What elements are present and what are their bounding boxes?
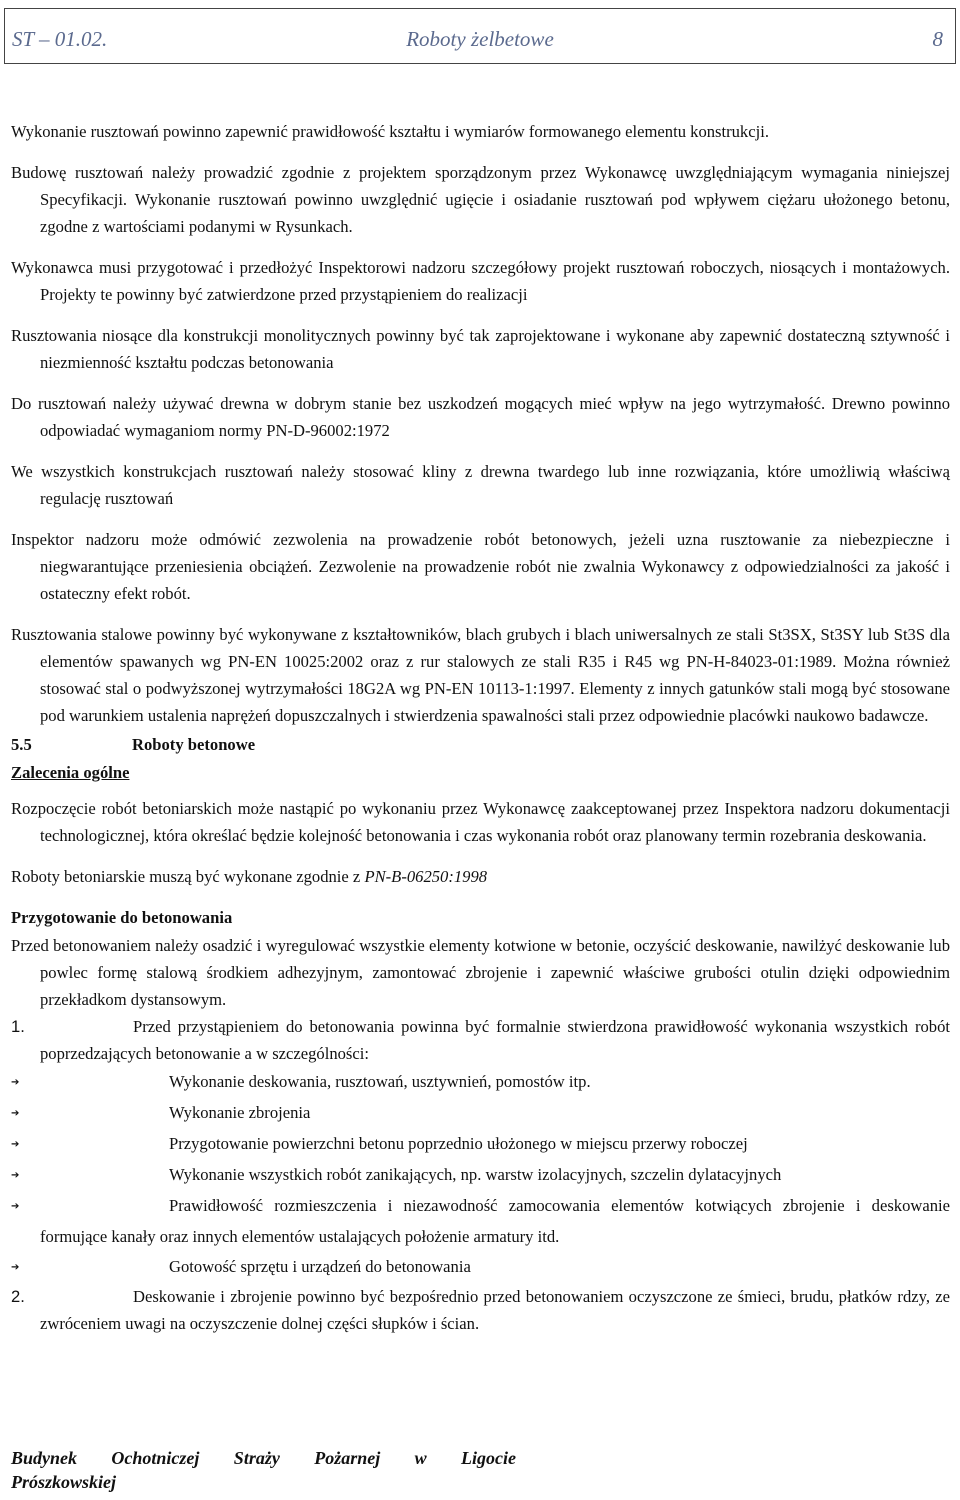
arrow-bullet-icon: ➔ [11,1262,20,1273]
norm-reference: PN-B-06250:1998 [364,867,488,886]
subheading-general: Zalecenia ogólne [11,763,130,782]
paragraph-load-bearing-scaffold: Rusztowania niosące dla konstrukcji monolitycznych powinny być tak zaprojektowane i wykonane aby zapewnić dostateczną sztywność i niezmienność kształtu podczas betonowania [11,326,950,372]
list-item: ➔ Wykonanie zbrojenia [11,1098,950,1129]
document-title: Roboty żelbetowe [406,27,554,51]
list-item: ➔ Wykonanie deskowania, rusztowań, usztywnień, pomostów itp. [11,1067,950,1098]
paragraph-scaffold-design: Budowę rusztowań należy prowadzić zgodnie z projektem sporządzonym przez Wykonawcę uwzględniającym wymagania niniejszej Specyfikacji. Wykonanie rusztowań powinno uwzględnić ugięcie i osiadanie rusztowań pod wpływem ciężaru ułożonego betonu, zgodne z wartościami podanymi w Rysunkach. [11,163,950,236]
footer-line-2: Prószkowskiej [11,1472,117,1492]
arrow-bullet-icon: ➔ [11,1077,20,1088]
arrow-bullet-icon: ➔ [11,1170,20,1181]
section-heading [11,731,950,759]
footer-line-1: Budynek Ochotniczej Straży Pożarnej w Ligocie [11,1448,516,1468]
numbered-item-2: 2. Deskowanie i zbrojenie powinno być bezpośrednio przed betonowaniem oczyszczone ze śmieci, brudu, płatków rdzy, ze zwróceniem uwagi na oczyszczenie dolnej części słupków i ścian. [11,1283,950,1337]
paragraph-formwork-accuracy: Wykonanie rusztowań powinno zapewnić prawidłowość kształtu i wymiarów formowanego elementu konstrukcji. [11,122,769,141]
paragraph-steel-scaffold: Rusztowania stalowe powinny być wykonywane z kształtowników, blach grubych i blach uniwersalnych ze stali St3SX, St3SY lub St3S dla elementów spawanych wg PN-EN 10025:2002 oraz z rur stalowych ze stali R35 i R45 wg PN-H-84023-01:1989. Można również stosować stal o podwyższonej wytrzymałości 18G2A wg PN-EN 10113-1:1997. Elementy z innych gatunków stali mogą być stosowane pod warunkiem ustalenia naprężeń dopuszczalnych i stwierdzenia spawalności stali przez odpowiednie placówki naukowo badawcze. [11,625,950,725]
paragraph-wedges: We wszystkich konstrukcjach rusztowań należy stosować kliny z drewna twardego lub inne rozwiązania, które umożliwią właściwą regulację rusztowań [11,462,950,508]
subheading-preparation: Przygotowanie do betonowania [11,908,233,927]
paragraph-preparation: Przed betonowaniem należy osadzić i wyregulować wszystkie elementy kotwione w betonie, oczyścić deskowanie, nawilżyć deskowanie lub powlec formę stalową środkiem adhezyjnym, zamontować zbrojenie i zapewnić właściwe grubości otulin dzięki odpowiednim przekładkom dystansowym. [11,936,950,1009]
paragraph-inspector-approval: Inspektor nadzoru może odmówić zezwolenia na prowadzenie robót betonowych, jeżeli uzna rusztowanie za niebezpieczne i niegwarantujące przeniesienia obciążeń. Zezwolenie na prowadzenie robót nie zwalnia Wykonawcy z odpowiedzialności za jakość i ostateczny efekt robót. [11,530,950,603]
item-number: 1. [11,1017,25,1036]
document-code: ST – 01.02. [12,27,108,51]
page-header [4,8,956,64]
list-item: ➔ Gotowość sprzętu i urządzeń do betonowania [11,1252,950,1283]
arrow-bullet-icon: ➔ [11,1139,20,1150]
page-footer [11,1446,516,1494]
paragraph-concrete-start: Rozpoczęcie robót betoniarskich może nastąpić po wykonaniu przez Wykonawcę zaakceptowanej przez Inspektora nadzoru dokumentacji technologicznej, która określać będzie kolejność betonowania i czas wykonania robót oraz planowany termin rozebrania deskowania. [11,799,950,845]
numbered-item-1: 1. Przed przystąpieniem do betonowania powinna być formalnie stwierdzona prawidłowość wykonania wszystkich robót poprzedzających betonowanie a w szczególności: [11,1013,950,1067]
arrow-bullet-icon: ➔ [11,1201,20,1212]
item-number: 2. [11,1287,25,1306]
section-number: 5.5 [11,735,32,754]
paragraph-norm: Roboty betoniarskie muszą być wykonane zgodnie z PN-B-06250:1998 [11,867,488,886]
list-item: ➔ Przygotowanie powierzchni betonu poprzednio ułożonego w miejscu przerwy roboczej [11,1129,950,1160]
list-item: ➔ Prawidłowość rozmieszczenia i niezawodność zamocowania elementów kotwiących zbrojenie i deskowanie formujące kanały oraz innych elementów ustalających położenie armatury itd. [11,1191,950,1252]
section-title: Roboty betonowe [132,735,256,754]
paragraph-timber-requirements: Do rusztowań należy używać drewna w dobrym stanie bez uszkodzeń mogących mieć wpływ na jego wytrzymałość. Drewno powinno odpowiadać wymaganiom normy PN-D-96002:1972 [11,394,950,440]
page-number: 8 [932,27,943,51]
page-content [11,118,950,1337]
paragraph-scaffold-project: Wykonawca musi przygotować i przedłożyć Inspektorowi nadzoru szczegółowy projekt rusztowań roboczych, niosących i montażowych. Projekty te powinny być zatwierdzone przed przystąpieniem do realizacji [11,258,950,304]
list-item: ➔ Wykonanie wszystkich robót zanikających, np. warstw izolacyjnych, szczelin dylatacyjnych [11,1160,950,1191]
arrow-bullet-icon: ➔ [11,1108,20,1119]
